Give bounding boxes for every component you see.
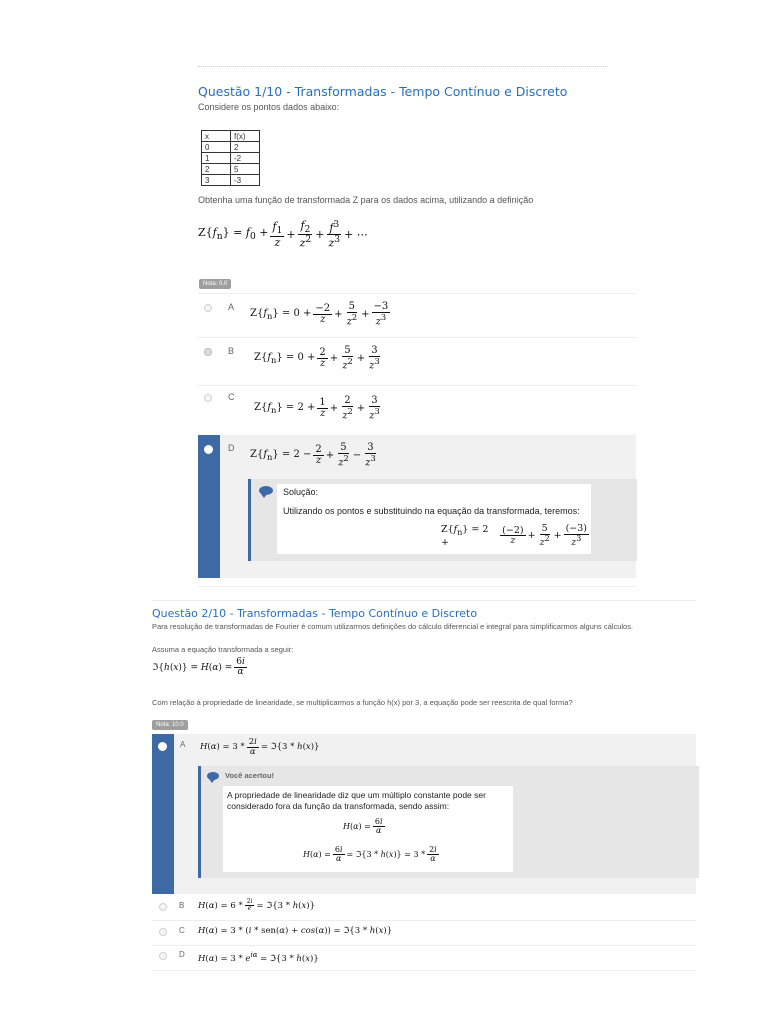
feedback-content [223,786,513,872]
feedback-equation-1: H(α) = $\frac{6i}{\alpha}$ [343,817,383,835]
feedback-box [198,766,699,878]
q2-option-c-radio[interactable] [159,928,167,936]
divider [152,970,696,971]
option-d[interactable] [198,435,636,578]
q2-option-a-radio[interactable] [158,742,167,751]
table-cell: 2 [202,164,231,175]
q2-option-c-letter: C [179,926,185,935]
section-divider [152,600,696,601]
question-2-text: Com relação à propriedade de linearidade, se multiplicarmos a função h(x) por 3, a equação pode ser reescrita de qual forma? [152,698,573,707]
option-b[interactable] [198,338,636,384]
table-row [202,164,260,175]
option-c-letter: C [228,392,235,402]
q2-option-b-equation: H(α) = 6 * $\frac{2i}{e}$ = ℑ{3 * h(x)} [198,898,316,912]
divider [152,920,696,921]
table-header: f(x) [231,131,260,142]
option-c-equation: $Z\{f_n\} = 2$ + $\frac{1}{z}$ + $\frac{2}{z^2}$ + $\frac{3}{z^3}$ [254,395,380,422]
table-cell: 3 [202,175,231,186]
q2-option-d-radio[interactable] [159,952,167,960]
q2-option-d-letter: D [179,950,185,959]
option-d-radio[interactable] [204,445,213,454]
option-a-letter: A [228,302,235,312]
top-scan-marks [198,66,608,69]
grade-badge: Nota: 0.0 [199,279,231,289]
solution-title: Solução: [283,487,319,497]
option-d-equation: $Z\{f_n\} = 2$ − $\frac{2}{z}$ + $\frac{5}{z^2}$ − $\frac{3}{z^3}$ [250,442,376,469]
table-cell: 2 [231,142,260,153]
q2-option-a[interactable] [152,734,696,894]
solution-equation: $Z\{f_n\} = 2$ + $\frac{(-2)}{z}$ + $\frac{5}{z^2}$ + $\frac{(-3)}{z^3}$ [441,523,587,549]
question-1-intro: Considere os pontos dados abaixo: [198,102,340,112]
question-1-prompt: Obtenha uma função de transformada Z para os dados acima, utilizando a definição [198,195,534,205]
question-1-title: Questão 1/10 - Transformadas - Tempo Contínuo e Discreto [198,84,568,99]
q2-option-a-letter: A [180,740,186,749]
table-row [202,153,260,164]
option-b-equation: $Z\{f_n\} = 0$ + $\frac{2}{z}$ + $\frac{5}{z^2}$ + $\frac{3}{z^3}$ [254,345,380,372]
selected-accent-bar [152,734,174,894]
table-cell: 0 [202,142,231,153]
option-a-equation: $Z\{f_n\} = 0$ + $\frac{-2}{z}$ + $\frac{5}{z^2}$ + $\frac{-3}{z^3}$ [250,301,389,328]
solution-box [248,479,637,561]
table-row [202,142,260,153]
q2-option-b[interactable] [152,896,696,918]
question-2-assume: Assuma a equação transformada a seguir: [152,645,294,654]
table-cell: -3 [231,175,260,186]
selected-accent-bar [198,435,220,578]
feedback-title: Você acertou! [225,771,275,780]
solution-content [277,484,591,554]
speech-bubble-icon [259,486,273,495]
option-b-letter: B [228,346,235,356]
question-2-title: Questão 2/10 - Transformadas - Tempo Contínuo e Discreto [152,607,478,620]
feedback-equation-2: H(α) = $\frac{6i}{\alpha}$ = ℑ{3 * h(x)} = 3 * $\frac{2i}{\alpha}$ [303,845,437,863]
q2-option-c-equation: H(α) = 3 * (i * sen(α) + cos(α)) = ℑ{3 * h(x)} [198,926,393,936]
option-c-radio[interactable] [204,394,212,402]
option-b-radio[interactable] [204,348,212,356]
option-d-letter: D [228,443,235,453]
divider [198,586,636,587]
speech-bubble-icon [207,772,219,780]
table-cell: 1 [202,153,231,164]
question-2-intro: Para resolução de transformadas de Fourier é comum utilizarmos definições do cálculo diferencial e integral para simplificarmos alguns cálculos. [152,622,634,631]
q2-option-c[interactable] [152,922,696,944]
z-transform-definition: $Z\{f_n\} = f_0$ + $\frac{f_1}{z}$ + $\frac{f_2}{z^2}$ + $\frac{f^3}{z^3}$ + ⋯ [198,219,368,251]
solution-text: Utilizando os pontos e substituindo na equação da transformada, teremos: [283,506,580,516]
table-row [202,175,260,186]
feedback-text: A propriedade de linearidade diz que um múltiplo constante pode ser considerado fora da função da transformada, sendo assim: [227,790,486,812]
table-header-row [202,131,260,142]
points-table [201,130,260,186]
table-cell: 5 [231,164,260,175]
fourier-equation: ℑ{h(x)} = H(α) = $\frac{6i}{\alpha}$ [152,657,245,677]
q2-option-d[interactable] [152,946,696,968]
option-a-radio[interactable] [204,304,212,312]
q2-option-b-letter: B [179,901,185,910]
option-a[interactable] [198,294,636,336]
table-header: x [202,131,231,142]
option-c[interactable] [198,386,636,434]
q2-option-a-equation: H(α) = 3 * $\frac{2i}{\alpha}$ = ℑ{3 * h(x)} [200,737,320,757]
q2-option-d-equation: $H(\alpha) = 3 * e^{i\alpha}$ = ℑ{3 * h(x)} [198,950,319,964]
q2-option-b-radio[interactable] [159,903,167,911]
grade-badge: Nota: 10.0 [152,720,188,730]
table-cell: -2 [231,153,260,164]
